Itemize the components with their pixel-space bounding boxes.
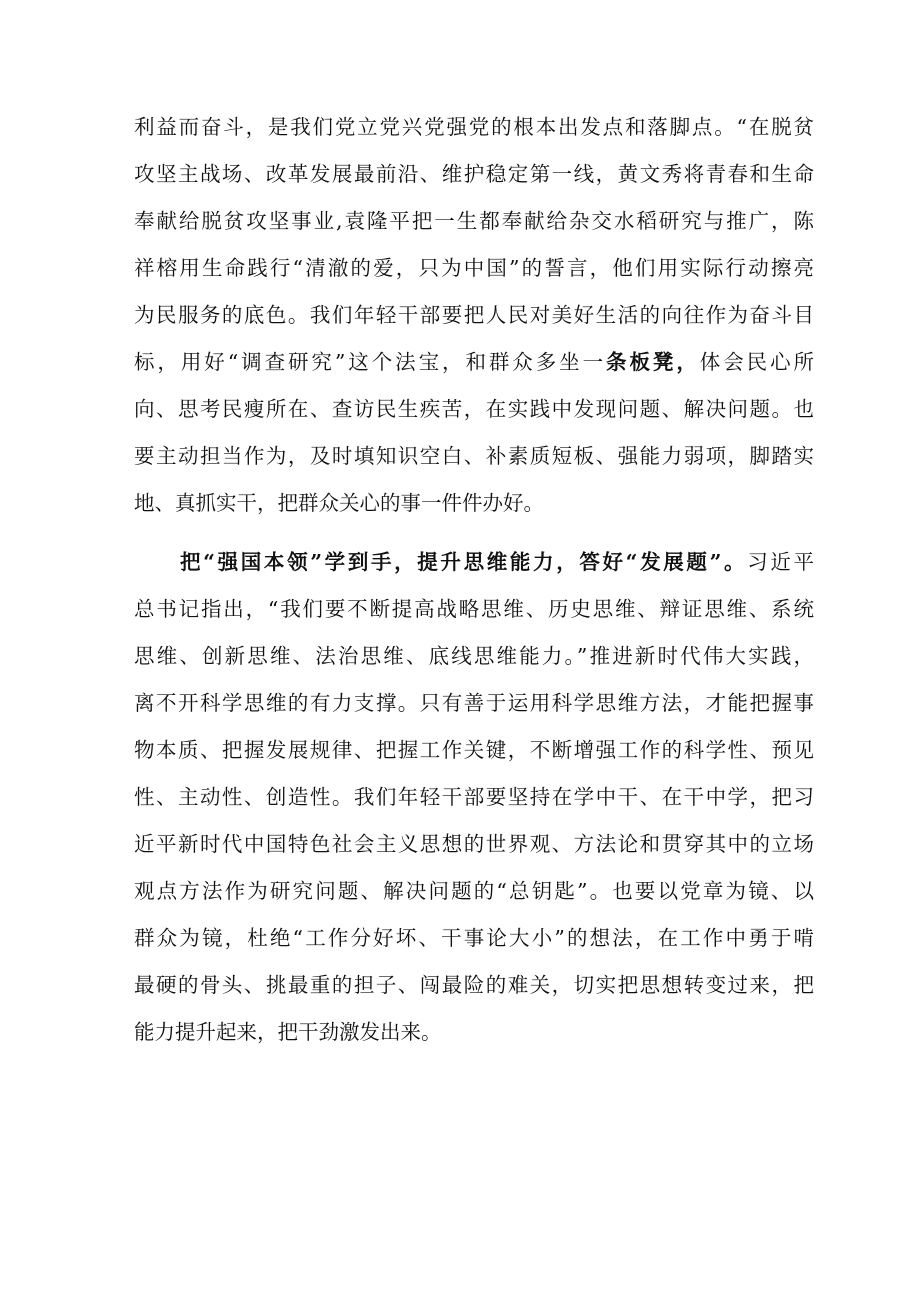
paragraph-1-line-6-text-b: 体会民心所	[699, 350, 815, 374]
paragraph-1-line-6	[134, 347, 814, 377]
paragraph-1-line-8: 要主动担当作为，及时填知识空白、补素质短板、强能力弱项，脚踏实	[134, 444, 814, 468]
paragraph-1-line-6-text-a: 标，用好“调查研究”这个法宝，和群众多坐一	[134, 350, 607, 374]
paragraph-1-line-1: 利益而奋斗，是我们党立党兴党强党的根本出发点和落脚点。“在脱贫	[134, 115, 814, 139]
paragraph-2-line-7: 近平新时代中国特色社会主义思想的世界观、方法论和贯穿其中的立场	[134, 832, 814, 856]
paragraph-1-line-2: 攻坚主战场、改革发展最前沿、维护稳定第一线，黄文秀将青春和生命	[134, 162, 814, 186]
paragraph-2-heading: 把“强国本领”学到手，提升思维能力，答好“发展题”。	[180, 550, 748, 574]
paragraph-2-line-5: 物本质、把握发展规律、把握工作关键，不断增强工作的科学性、预见	[134, 738, 814, 762]
paragraph-1-emphasis: 条板凳，	[606, 350, 700, 374]
paragraph-2-line-3: 思维、创新思维、法治思维、底线思维能力。”推进新时代伟大实践，	[134, 644, 814, 668]
paragraph-2-line-9: 群众为镜，杜绝“工作分好坏、干事论大小”的想法，在工作中勇于啃	[134, 926, 814, 950]
paragraph-1-line-7: 向、思考民瘦所在、查访民生疾苦，在实践中发现问题、解决问题。也	[134, 397, 814, 421]
paragraph-2-line-6: 性、主动性、创造性。我们年轻干部要坚持在学中干、在干中学，把习	[134, 785, 814, 809]
paragraph-1-line-9: 地、真抓实干，把群众关心的事一件件办好。	[134, 491, 544, 515]
paragraph-1-line-3: 奉献给脱贫攻坚事业,袁隆平把一生都奉献给杂交水稻研究与推广，陈	[134, 209, 814, 233]
paragraph-2-line-10: 最硬的骨头、挑最重的担子、闯最险的难关，切实把思想转变过来，把	[134, 973, 814, 997]
paragraph-1-line-5: 为民服务的底色。我们年轻干部要把人民对美好生活的向往作为奋斗目	[134, 303, 814, 327]
paragraph-2-line-8: 观点方法作为研究问题、解决问题的“总钥匙”。也要以党章为镜、以	[134, 879, 814, 903]
paragraph-2-heading-line	[180, 547, 814, 577]
paragraph-2-line-1-text: 习近平	[747, 550, 814, 574]
paragraph-1-line-4: 祥榕用生命践行“清澈的爱，只为中国”的誓言，他们用实际行动擦亮	[134, 256, 814, 280]
paragraph-2-line-2: 总书记指出，“我们要不断提高战略思维、历史思维、辩证思维、系统	[134, 597, 814, 621]
paragraph-2-line-11: 能力提升起来，把干劲激发出来。	[134, 1020, 442, 1044]
paragraph-2-line-4: 离不开科学思维的有力支撑。只有善于运用科学思维方法，才能把握事	[134, 691, 814, 715]
